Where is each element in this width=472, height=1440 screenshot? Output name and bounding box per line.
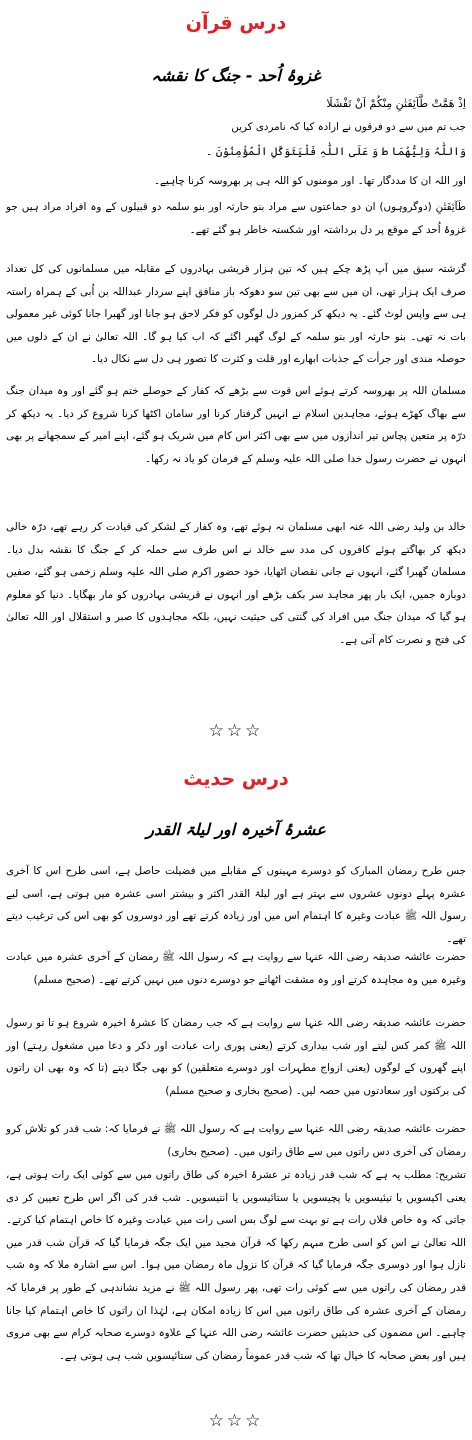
hadith-paragraph-2: حضرت عائشہ صدیقہ رضی اللہ عنہا سے روایت ہے کہ جب رمضان کا عشرۂ اخیرہ شروع ہو تا تو رسول اللہ ﷺ کمر کس لیتے اور شب بیداری کرتے (یعنی پوری رات عبادت اور ذکر و دعا میں مشغول رہتے) اور اپنے گھروں کے لوگوں (یعنی ازواج مطہرات اور دوسرے متعلقین) کو بھی جگا دیتے (تا کہ وہ بھی ان راتوں کی برکتوں اور سعادتوں میں حصہ لیں۔ (صحیح بخاری و صحیح مسلم): [6, 1017, 466, 1097]
quran-paragraph-2: مسلمان اللہ پر بھروسہ کرتے ہوئے اس قوت سے بڑھے کہ کفار کے حوصلے ختم ہو گئے اور وہ میدان جنگ سے بھاگ کھڑے ہوئے، مجاہدین اسلام نے انہیں گرفتار کرنا اور سامان اکٹھا کرنا شروع کر دیا۔ یہ دیکھ کر درّہ پر متعین پچاس تیر اندازوں میں سے بھی اکثر اس کام میں شریک ہو گئے، اپنے امیر کے سمجھانے پر بھی انہوں نے حضرت رسول خدا صلی اللہ علیہ وسلم کے فرمان کو یاد نہ رکھا۔: [6, 385, 466, 465]
quran-verse-arabic-2: وَاللّٰہُ وَلِیُّھُمَا ط وَ عَلَی اللّٰہِ فَلْیَتَوَکَّلِ الْمُؤْمِنُوْنَ ۔: [205, 145, 466, 158]
quran-verse-arabic-1: اِذْ ھَمَّتْ طَّآئِفَتٰنِ مِنْکُمْ اَنْ تَفْشَلَا: [326, 97, 466, 110]
quran-verse-translation-1: جب تم میں سے دو فرقوں نے ارادہ کیا کہ نامردی کریں: [231, 121, 466, 133]
hadith-paragraph-3: حضرت عائشہ صدیقہ رضی اللہ عنہا سے روایت ہے کہ رسول اللہ ﷺ نے فرمایا کہ: شب قدر کو تلاش کرو رمضان کی آخری دس راتوں میں سے طاق راتوں میں۔ (صحیح بخاری): [6, 1123, 466, 1158]
quran-verse-translation-2: اور اللہ ان کا مددگار تھا۔ اور مومنوں کو اللہ ہی پر بھروسہ کرنا چاہیے۔: [153, 175, 466, 187]
quran-paragraph-tafsir: طَآئِفَتٰنِ (دوگروہوں) ان دو جماعتوں سے مراد بنو حارثہ اور بنو سلمہ دو قبیلوں کے وہ افراد مراد ہیں جو غزوۂ اُحد کے موقع پر دل برداشتہ اور شکستہ خاطر ہو گئے تھے۔: [6, 201, 466, 236]
hadith-paragraph-1: حضرت عائشہ صدیقہ رضی اللہ عنہا سے روایت ہے کہ رسول اللہ ﷺ رمضان کے آخری عشرہ میں عبادت وغیرہ میں وہ مجاہدہ کرتے اور وہ مشقت اٹھاتے جو دوسرے دنوں میں نہیں کرتے تھے۔ (صحیح مسلم): [6, 951, 466, 986]
quran-section-divider: ☆☆☆: [208, 721, 264, 741]
hadith-section-divider: ☆☆☆: [208, 1411, 264, 1431]
hadith-paragraph-intro: جس طرح رمضان المبارک کو دوسرے مہینوں کے مقابلے میں فضیلت حاصل ہے، اسی طرح اس کا آخری عشرہ پہلے دونوں عشروں سے بہتر ہے اور لیلۃ القدر اکثر و بیشتر اسی عشرہ میں ہوتی ہے، اسی لیے رسول اللہ ﷺ عبادت وغیرہ کا اہتمام اس میں اور زیادہ کرتے تھے اور دوسروں کو بھی اس کی ترغیب دیتے تھے۔: [6, 865, 466, 945]
hadith-paragraph-commentary: تشریح: مطلب یہ ہے کہ شب قدر زیادہ تر عشرۂ اخیرہ کی طاق راتوں میں سے کوئی ایک رات ہوتی ہے، یعنی اکیسویں یا تیئیسویں یا پچیسویں یا ستائیسویں یا انتیسویں۔ شب قدر کی اگر اس طرح تعیین کر دی جاتی کہ وہ خاص فلاں رات ہے تو بہت سے لوگ بس اسی رات میں عبادت وغیرہ کا خاص اہتمام کیا کرتے۔ اللہ تعالیٰ نے اس کو اسی طرح مبہم رکھا کہ قرآن مجید میں ایک جگہ فرمایا گیا کہ قرآن شب قدر میں نازل ہوا اور دوسری جگہ فرمایا گیا کہ قرآن کا نزول ماہ رمضان میں ہوا۔ اس سے اشارہ ملا کہ وہ شب قدر رمضان کی راتوں میں سے کوئی رات تھی، پھر رسول اللہ ﷺ نے مزید نشاندہی کے طور پر فرمایا کہ رمضان کے آخری عشرہ کی طاق راتوں میں اس کا زیادہ امکان ہے، لہٰذا ان راتوں کا خاص اہتمام کیا جانا چاہیے۔ اس مضمون کی حدیثیں حضرت عائشہ رضی اللہ عنہا کے علاوہ دوسرے صحابہ کرام سے بھی مروی ہیں اور بعض صحابہ کا خیال تھا کہ شب قدر عموماً رمضان کی ستائیسویں شب ہی ہوتی ہے۔: [6, 1169, 466, 1362]
quran-subtitle: غزوۂ اُحد - جنگ کا نقشہ: [151, 66, 321, 85]
quran-paragraph-1: گزشتہ سبق میں آپ پڑھ چکے ہیں کہ تین ہزار قریشی بہادروں کے مقابلہ میں مسلمانوں کی کل تعداد صرف ایک ہزار تھی، ان میں سے بھی تین سو دھوکہ باز منافق اپنے سردار عبداللہ بن اُبی کے ہمراہ راستہ ہی سے واپس لوٹ گئے۔ یہ دیکھ کر کمزور دل لوگوں کو فکر لاحق ہو جانا اور گھبرا جانا کوئی غیر معمولی بات نہ تھی۔ بنو حارثہ اور بنو سلمہ کے لوگ گھبر اگئے کہ اب کیا ہو گا۔ اللہ تعالیٰ نے ان کے دلوں میں حوصلہ مندی اور جرأت کے جذبات ابھارے اور قلت و کثرت کا تصور ہی دل سے نکال دیا۔: [6, 263, 466, 366]
quran-paragraph-3: خالد بن ولید رضی اللہ عنہ ابھی مسلمان نہ ہوئے تھے، وہ کفار کے لشکر کی قیادت کر رہے تھے، درّہ خالی دیکھ کر بھاگتے ہوئے کافروں کی مدد سے خالد نے اس طرف سے حملہ کر کے جنگ کا نقشہ بدل دیا۔ مسلمان گھبرا گئے، انہوں نے جانی نقصان اٹھایا، خود حضور اکرم صلی اللہ علیہ وسلم زخمی ہو گئے، صفیں دوبارہ جمیں، ایک بار پھر مجاہد سر بکف بڑھے اور انہوں نے قریشی بہادروں کو مار بھگایا۔ دنیا کو معلوم ہو گیا کہ میدان جنگ میں افراد کی گنتی کی حیثیت نہیں، بلکہ مجاہدوں کا صبر و استقلال اور اللہ تعالیٰ کی فتح و نصرت کام آتی ہے۔: [6, 521, 466, 646]
quran-section-title: درس قرآن: [185, 12, 287, 34]
hadith-section-title: درس حدیث: [183, 768, 289, 790]
hadith-subtitle: عشرۂ آخیرہ اور لیلۃ القدر: [146, 820, 326, 839]
